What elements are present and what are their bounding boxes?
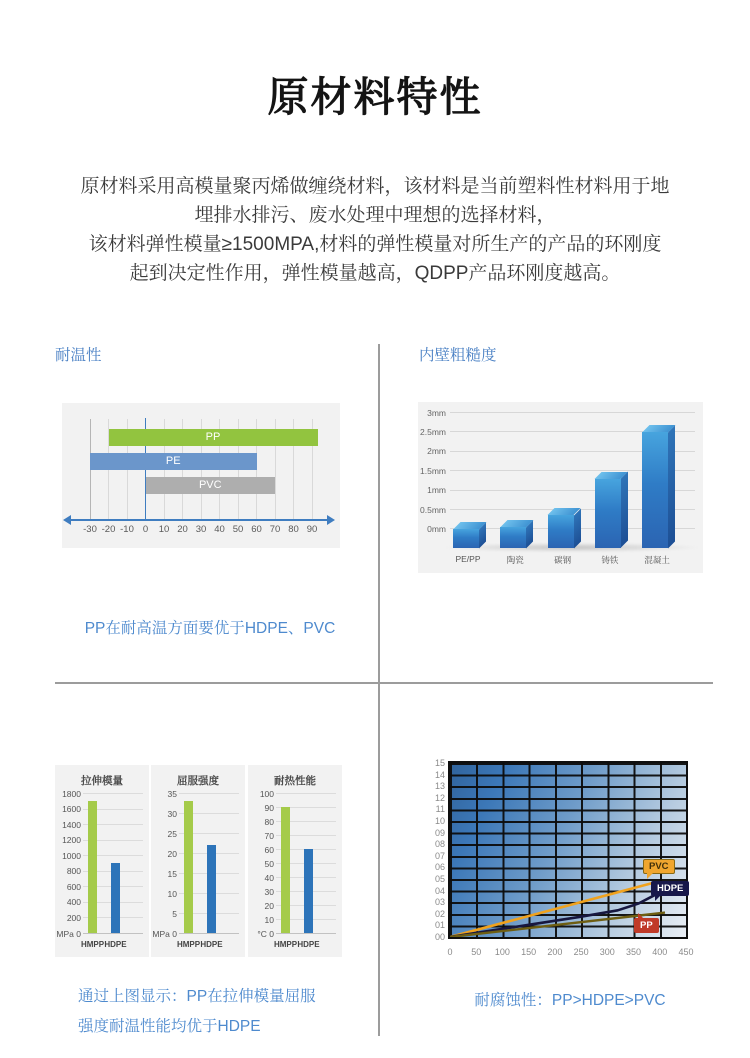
range-bar: PVC — [146, 477, 276, 494]
grid-line — [83, 793, 143, 794]
grid-line — [276, 793, 336, 794]
tick-label: 300 — [599, 947, 615, 957]
tick-label: 200 — [66, 912, 81, 923]
tick-label: 0mm — [427, 523, 446, 534]
chart-title: 耐热性能 — [274, 775, 316, 787]
tick-label: -30 — [83, 524, 97, 535]
series-label-pvc: PVC — [643, 859, 675, 874]
tick-label: 15 — [167, 868, 177, 879]
bar-3d — [453, 529, 479, 548]
tick-label: 20 — [264, 900, 274, 911]
tick-label: 50 — [264, 858, 274, 869]
series-label-tail — [638, 913, 645, 920]
tick-label: 2mm — [427, 446, 446, 457]
tick-label: 600 — [66, 881, 81, 892]
bar-3d — [500, 527, 526, 548]
tick-label: 90 — [306, 524, 318, 535]
corrosion-plot-area — [448, 761, 688, 939]
intro-line: 原材料采用高模量聚丙烯做缠绕材料，该材料是当前塑料性材料用于地 — [80, 176, 670, 197]
tick-label: 10 — [264, 914, 274, 925]
section-heading-roughness: 内壁粗糙度 — [419, 347, 497, 364]
tick-label: 02 — [434, 908, 445, 919]
tick-label: 200 — [547, 947, 563, 957]
bar-3d — [548, 515, 574, 548]
series-label-tail — [655, 894, 662, 901]
intro-paragraph — [25, 172, 725, 288]
bar — [281, 807, 290, 933]
tick-label: 20 — [167, 848, 177, 859]
tick-label: 09 — [434, 827, 445, 838]
bar — [111, 863, 120, 933]
category-label: HMPP — [80, 940, 105, 949]
tick-label: 3mm — [427, 407, 446, 418]
category-label: 铸铁 — [601, 555, 619, 565]
tick-label: 1mm — [427, 485, 446, 496]
tick-label: 25 — [167, 828, 177, 839]
tick-label: 5 — [172, 908, 177, 919]
tick-label: 150 — [521, 947, 537, 957]
tick-label: 70 — [269, 524, 281, 535]
tick-label: 0 — [142, 524, 149, 535]
comparison-chart-panel — [248, 765, 342, 957]
tick-label: 30 — [264, 886, 274, 897]
tick-label: 250 — [573, 947, 589, 957]
tick-label: 06 — [434, 862, 445, 873]
range-bar: PE — [90, 453, 257, 470]
tick-label: 40 — [264, 872, 274, 883]
comparison-chart-panel — [55, 765, 149, 957]
comparison-caption-line-1: 通过上图显示：PP在拉伸模量屈服 — [78, 988, 316, 1005]
tick-label: 60 — [264, 844, 274, 855]
divider-vertical — [378, 344, 380, 1036]
category-label: HMPP — [176, 940, 201, 949]
roughness-chart — [418, 402, 703, 573]
grid-line — [276, 933, 336, 934]
tick-label: 1000 — [62, 850, 81, 861]
category-label: HDPE — [297, 940, 320, 949]
category-label: 碳钢 — [554, 555, 572, 565]
bar — [207, 845, 216, 933]
series-line-pvc — [450, 883, 655, 938]
tick-label: 30 — [167, 808, 177, 819]
tick-label: 800 — [66, 866, 81, 877]
series-label-pp: PP — [634, 918, 659, 933]
tick-label: 03 — [434, 897, 445, 908]
grid-line — [179, 933, 239, 934]
bar-3d — [642, 432, 668, 548]
category-label: HDPE — [200, 940, 223, 949]
intro-line: 埋排水排污、废水处理中理想的选择材料， — [194, 205, 556, 226]
tick-label: 60 — [251, 524, 262, 535]
tick-label: °C 0 — [257, 928, 274, 939]
category-label: PE/PP — [455, 554, 481, 564]
intro-line: 该材料弹性模量≥1500MPA,材料的弹性模量对所生产的产品的环刚度 — [88, 234, 662, 255]
tick-label: 0.5mm — [420, 504, 446, 515]
tick-label: 12 — [434, 792, 445, 803]
tick-label: 50 — [232, 524, 244, 535]
tick-label: 04 — [434, 885, 445, 896]
tick-label: 350 — [626, 947, 642, 957]
tick-label: 01 — [434, 920, 445, 931]
tick-label: 450 — [678, 947, 694, 957]
tick-label: 90 — [264, 802, 274, 813]
category-label: HMPP — [273, 940, 298, 949]
tick-label: 50 — [471, 947, 482, 957]
tick-label: 1.5mm — [420, 465, 446, 476]
bar-3d — [595, 479, 621, 548]
axis-arrow-left-icon — [63, 515, 71, 525]
grid-line — [450, 412, 695, 413]
tick-label: 80 — [264, 816, 274, 827]
tick-label: 400 — [652, 947, 668, 957]
corrosion-chart — [415, 755, 715, 965]
tick-label: 0 — [447, 947, 453, 957]
tick-label: 30 — [195, 524, 207, 535]
tick-label: 11 — [435, 804, 445, 815]
category-label: 陶瓷 — [506, 555, 524, 565]
tick-label: 10 — [434, 816, 445, 826]
grid-line — [83, 933, 143, 934]
series-label-tail — [647, 872, 654, 879]
x-axis — [70, 519, 328, 521]
tick-label: 1400 — [62, 819, 81, 830]
tick-label: 08 — [434, 839, 445, 850]
tick-label: 1600 — [62, 804, 81, 815]
tick-label: 35 — [167, 788, 177, 799]
range-bar: PP — [109, 429, 318, 446]
tick-label: 15 — [434, 758, 445, 768]
intro-line: 起到决定性作用，弹性模量越高，QDPP产品环刚度越高。 — [129, 263, 621, 284]
bar — [88, 801, 97, 933]
bar-3d-side — [621, 472, 628, 548]
divider-horizontal — [55, 682, 713, 684]
corrosion-series-lines — [450, 763, 686, 937]
comparison-caption-line-2: 强度耐温性能均优于HDPE — [78, 1018, 261, 1035]
tick-label: -10 — [120, 524, 134, 535]
tick-label: 14 — [434, 769, 445, 780]
chart-title: 屈服强度 — [177, 775, 219, 787]
tick-label: 00 — [434, 932, 445, 942]
category-label: HDPE — [104, 940, 127, 949]
series-line-pp — [450, 913, 665, 937]
bar-3d-side — [668, 425, 675, 548]
tick-label: 20 — [177, 524, 188, 535]
tick-label: 10 — [167, 888, 177, 899]
tick-label: 40 — [214, 524, 225, 535]
bar — [304, 849, 313, 933]
section-heading-temperature: 耐温性 — [55, 347, 102, 364]
chart-title: 拉伸模量 — [81, 775, 123, 787]
tick-label: 07 — [434, 850, 445, 861]
tick-label: 2.5mm — [420, 426, 446, 437]
bar — [184, 801, 193, 933]
tick-label: 100 — [259, 788, 274, 799]
temperature-caption: PP在耐高温方面要优于HDPE、PVC — [84, 620, 336, 637]
comparison-chart-panel — [151, 765, 245, 957]
series-label-hdpe: HDPE — [651, 881, 689, 896]
tick-label: MPa 0 — [152, 928, 177, 939]
tick-label: 05 — [434, 874, 445, 884]
tick-label: 10 — [158, 524, 170, 535]
axis-arrow-right-icon — [327, 515, 335, 525]
tick-label: 100 — [494, 947, 510, 957]
tick-label: 400 — [66, 897, 81, 908]
grid-line — [179, 793, 239, 794]
corrosion-caption: 耐腐蚀性：PP>HDPE>PVC — [474, 992, 666, 1009]
category-label: 混凝土 — [644, 555, 670, 565]
tick-label: -20 — [101, 524, 116, 535]
tick-label: 1200 — [62, 835, 81, 846]
tick-label: 13 — [434, 781, 445, 792]
tick-label: MPa 0 — [56, 928, 81, 939]
bar-3d-side — [574, 508, 581, 548]
tick-label: 1800 — [62, 788, 81, 799]
page-title: 原材料特性 — [267, 74, 483, 120]
temperature-chart — [62, 403, 340, 548]
tick-label: 80 — [288, 524, 299, 535]
tick-label: 70 — [264, 830, 274, 841]
